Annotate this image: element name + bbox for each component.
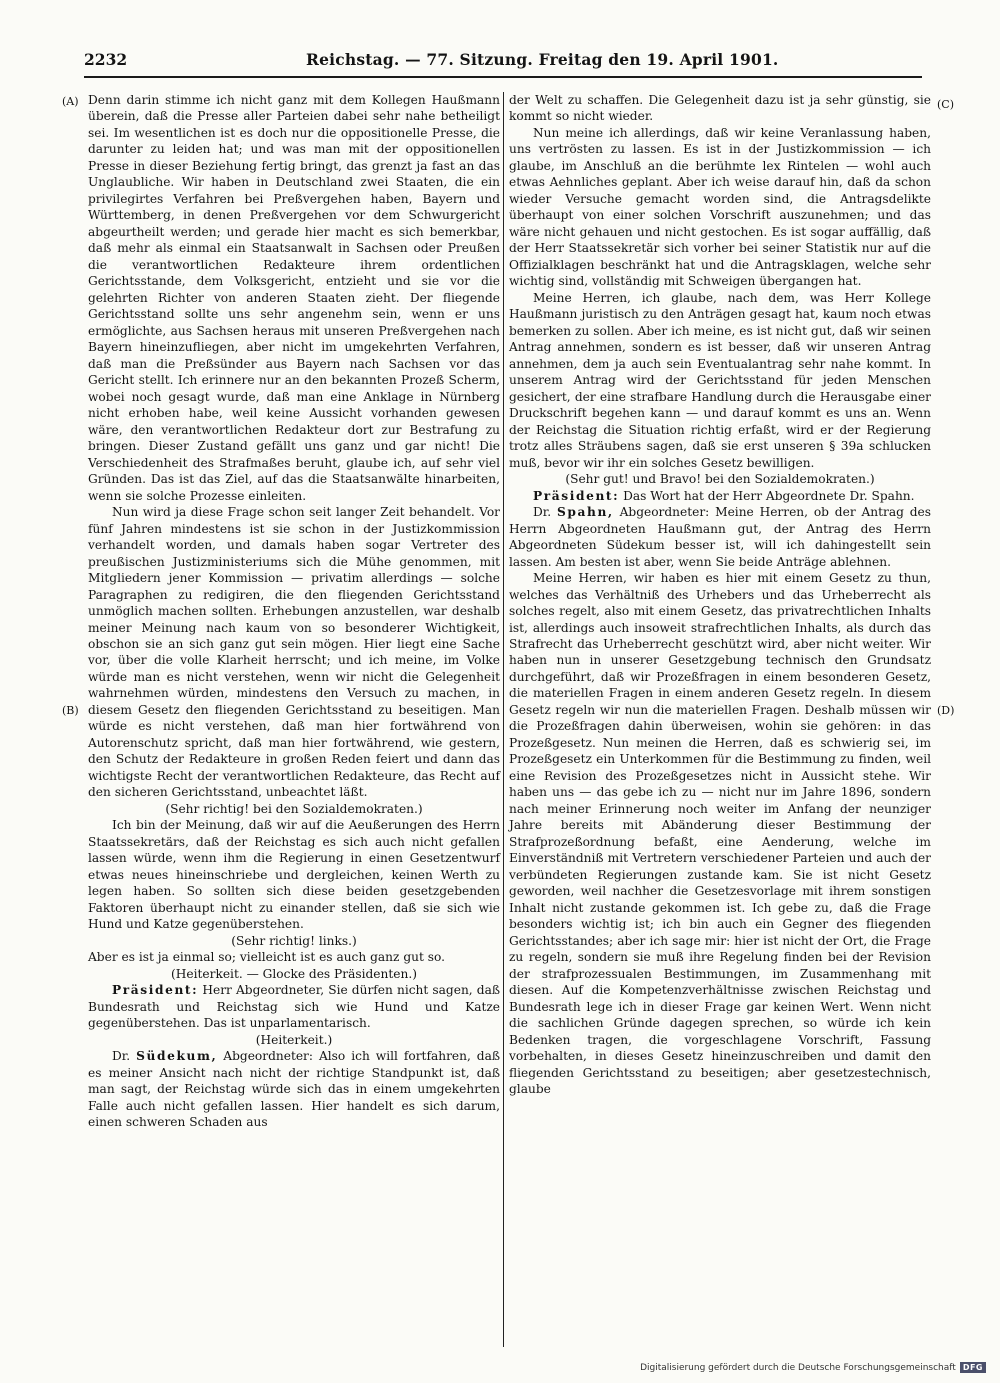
speaker-name: Präsident: xyxy=(533,488,620,503)
right-column-paragraph xyxy=(509,488,931,504)
speaker-prefix: Dr. xyxy=(112,1049,131,1064)
right-column xyxy=(509,92,931,1098)
margin-marker-b: (B) xyxy=(62,704,79,717)
footer xyxy=(640,1362,986,1373)
margin-marker-d: (D) xyxy=(937,704,955,717)
left-column-paragraph: (Heiterkeit. — Glocke des Präsidenten.) xyxy=(171,966,417,981)
speaker-name: Spahn, xyxy=(556,505,614,520)
left-column-paragraph: Nun wird ja diese Frage schon seit langer Zeit behandelt. Vor fünf Jahren mindestens ist sie schon in der Justizkommission verhandelt worden, und damals haben sogar Vertreter des preußischen Justizministeriums sich die Mühe genommen, mit Mitgliedern jener Kommission — privatim allerdings — solche Paragraphen zu redigiren, die den fliegenden Gerichtsstand unmöglich machen sollten. Erhebungen anzustellen, war deshalb meiner Meinung nach kaum von so besonderer Wichtigkeit, obschon sie an sich ganz gut sein mögen. Hier liegt eine Sache vor, über die volle Klarheit herrscht; und ich meine, im Volke würde man es nicht verstehen, wenn wir nicht die Gelegenheit wahrnehmen würden, mindestens den Versuch zu machen, in diesem Gesetz den fliegenden Gerichtsstand zu beseitigen. Man würde es nicht verstehen, daß man hier fortwährend von Autorenschutz spricht, daß man hier fortwährend, wie gestern, den Schutz der Redakteure in großen Reden feiert und dann das wichtigste Recht der verantwortlichen Redakteure, das Recht auf den sicheren Gerichtsstand, unbeachtet läßt. xyxy=(88,505,500,800)
left-column-paragraph: Ich bin der Meinung, daß wir auf die Aeußerungen des Herrn Staatssekretärs, daß der Reichstag es sich auch nicht gefallen lassen würde, wenn ihm die Regierung in einen Gesetzentwurf etwas neues hineinschriebe und dergleichen, keinen Werth zu legen haben. So sollten sich diese beiden gesetzgebenden Faktoren überhaupt nicht zu einander stellen, daß sie sich wie Hund und Katze gegenüberstehen. xyxy=(88,818,500,932)
right-column-paragraph: Nun meine ich allerdings, daß wir keine Veranlassung haben, uns vertrösten zu lassen. Es ist in der Justizkommission — ich glaube, im Anschluß an die berühmte lex Rintelen — wohl auch etwas Aehnliches geplant. Aber ich weise darauf hin, daß da schon wieder Versuche gemacht worden sind, die Antragsdelikte überhaupt von einer solchen Vorschrift auszunehmen; und das wäre nicht gehauen und nicht gestochen. Es ist sogar auffällig, daß der Herr Staatssekretär sich vorher bei seiner Statistik nur auf die Offizialklagen beschränkt hat und die Antragsklagen, welche sehr wichtig sind, vollständig mit Schweigen übergangen hat. xyxy=(509,125,931,289)
speech-text: Abgeordneter: Also ich will fortfahren, daß es meiner Ansicht nach nicht der richtige Standpunkt ist, daß man sagt, der Reichstag würde sich das in einem umgekehrten Falle auch nicht gefallen lassen. Hier handelt es sich darum, einen schweren Schaden aus xyxy=(88,1049,501,1130)
left-column-paragraph: (Sehr richtig! bei den Sozialdemokraten.) xyxy=(165,801,423,816)
speaker-name: Präsident: xyxy=(112,983,199,998)
footer-text: Digitalisierung gefördert durch die Deutsche Forschungsgemeinschaft xyxy=(640,1362,956,1373)
running-title: Reichstag. — 77. Sitzung. Freitag den 19. April 1901. xyxy=(306,50,779,69)
speaker-name: Südekum, xyxy=(136,1049,218,1064)
speaker-prefix: Dr. xyxy=(533,505,552,520)
speech-text: Herr Abgeordneter, Sie dürfen nicht sagen, daß Bundesrath und Reichstag sich wie Hund und Katze gegenüberstehen. Das ist unparlamentarisch. xyxy=(88,983,500,1031)
right-column-paragraph: Meine Herren, ich glaube, nach dem, was Herr Kollege Haußmann juristisch zu den Anträgen gesagt hat, kaum noch etwas bemerken zu sollen. Aber ich meine, es ist nicht gut, daß wir seinen Antrag annehmen, sondern es ist besser, daß wir unseren Antrag annehmen, dem ja auch sein Eventualantrag sehr nahe kommt. In unserem Antrag wird der Gerichtsstand für jeden Menschen gesichert, der eine strafbare Handlung durch die Herausgabe einer Druckschrift begehen kann — und darauf kommt es uns an. Wenn der Reichstag die Situation richtig erfaßt, wird er der Regierung trotz alles Sträubens sagen, daß sie erst unseren § 39a schlucken muß, bevor wir ihr ein solches Gesetz bewilligen. xyxy=(509,290,931,470)
column-divider xyxy=(503,92,504,1347)
left-column xyxy=(88,92,500,1131)
right-column-paragraph xyxy=(509,504,931,570)
left-column-paragraph xyxy=(88,1048,500,1130)
header-rule xyxy=(84,76,922,78)
left-column-paragraph: Aber es ist ja einmal so; vielleicht ist es auch ganz gut so. xyxy=(88,950,445,965)
left-column-paragraph xyxy=(88,982,500,1031)
dfg-logo: DFG xyxy=(960,1362,986,1373)
margin-marker-a: (A) xyxy=(62,95,79,108)
left-column-paragraph: Denn darin stimme ich nicht ganz mit dem Kollegen Haußmann überein, daß die Presse aller Parteien dabei sehr nahe betheiligt sei. Im wesentlichen ist es doch nur die oppositionelle Presse, die darunter zu leiden hat; und was man mit der oppositionellen Presse in dieser Beziehung fertig bringt, das grenzt ja fast an das Unglaubliche. Wir haben in Deutschland zwei Staaten, die ein privilegirtes Verfahren bei Preßvergehen haben, Bayern und Württemberg, in denen Preßvergehen vor dem Schwurgericht abgeurtheilt werden; und gerade hier macht es sich bemerkbar, daß mehr als einmal ein Staatsanwalt in Sachsen oder Preußen die verantwortlichen Redakteure ihrem ordentlichen Gerichtsstande, dem Volksgericht, entzieht und sie vor die gelehrten Richter von anderen Staaten zieht. Der fliegende Gerichtsstand sollte uns sehr angenehm sein, wenn er uns ermöglichte, aus Sachsen heraus mit unseren Preßvergehen nach Bayern hineinzufliegen, aber nicht im umgekehrten Verfahren, daß man die Preßsünder aus Bayern nach Sachsen vor das Gericht stellt. Ich erinnere nur an den bekannten Prozeß Scherm, wobei noch gesagt wurde, daß man eine Anklage in Nürnberg nicht erhoben habe, weil keine Aussicht vorhanden gewesen wäre, den verantwortlichen Redakteur dort zur Bestrafung zu bringen. Dieser Zustand gefällt uns ganz und gar nicht! Die Verschiedenheit des Strafmaßes beruht, glaube ich, auf sehr viel Gründen. Das ist das Ziel, auf das die Staatsanwälte hinarbeiten, wenn sie solche Prozesse einleiten. xyxy=(88,93,500,503)
right-column-paragraph: der Welt zu schaffen. Die Gelegenheit dazu ist ja sehr günstig, sie kommt so nicht wieder. xyxy=(509,93,931,124)
page-header xyxy=(84,50,779,72)
speech-text: Abgeordneter: Meine Herren, ob der Antrag des Herrn Abgeordneten Haußmann gut, der Antrag des Herrn Abgeordneten Südekum besser ist, will ich dahingestellt sein lassen. Am besten ist aber, wenn Sie beide Anträge ablehnen. xyxy=(509,505,932,569)
speech-text: Das Wort hat der Herr Abgeordnete Dr. Spahn. xyxy=(623,488,915,503)
left-column-paragraph: (Sehr richtig! links.) xyxy=(231,933,357,948)
left-column-paragraph: (Heiterkeit.) xyxy=(255,1032,333,1047)
page-number: 2232 xyxy=(84,50,128,69)
right-column-paragraph: (Sehr gut! und Bravo! bei den Sozialdemokraten.) xyxy=(565,472,875,487)
right-column-paragraph: Meine Herren, wir haben es hier mit einem Gesetz zu thun, welches das Verhältniß des Urhebers und das Urheberrecht als solches regelt, also mit einem Gesetz, das privatrechtlichen Inhalts ist, allerdings auch insoweit strafrechtlichen Inhalts, als durch das Strafrecht das Urheberrecht geschützt wird, aber nicht weiter. Wir haben nun in unserer Gesetzgebung technisch den Grundsatz durchgeführt, daß wir Prozeßfragen in einem besonderen Gesetz, die materiellen Fragen in einem anderen Gesetz regeln. In diesem Gesetz regeln wir nun die materiellen Fragen. Deshalb müssen wir die Prozeßfragen dahin überweisen, wohin sie gehören: in das Prozeßgesetz. Nun meinen die Herren, daß es schwierig sei, im Prozeßgesetz ein Unterkommen für die Bestimmung zu finden, weil eine Revision des Prozeßgesetzes nicht in Aussicht stehe. Wir haben uns — das gebe ich zu — nicht nur im Jahre 1896, sondern nach meiner Erinnerung noch weiter im Anfang der neunziger Jahre bereits mit Abänderung dieser Bestimmung der Strafprozeßordnung befaßt, eine Aenderung, welche im Einverständniß mit Vertretern verschiedener Parteien und auch der verbündeten Regierungen zustande kam. Sie ist nicht Gesetz geworden, weil nachher die Gesetzesvorlage mit ihrem sonstigen Inhalt nicht zustande gekommen ist. Ich gebe zu, daß die Frage besonders wichtig ist; ich bin auch ein Gegner des fliegenden Gerichtsstandes; aber ich sage mir: hier ist nicht der Ort, die Frage zu regeln, sondern sie muß ihre Regelung finden bei der Revision der strafprozessualen Bestimmungen, im Zusammenhang mit diesen. Auf die Kompetenzverhältnisse zwischen Reichstag und Bundesrath lege ich in dieser Frage gar keinen Wert. Wenn nicht die sachlichen Gründe dagegen sprechen, so würde ich kein Bedenken tragen, die vorgeschlagene Vorschrift, Fassung vorbehalten, in dieses Gesetz hineinzuschreiben und damit den fliegenden Gerichtsstand zu beseitigen; aber gesetzestechnisch, glaube xyxy=(509,571,931,1097)
margin-marker-c: (C) xyxy=(937,98,954,111)
